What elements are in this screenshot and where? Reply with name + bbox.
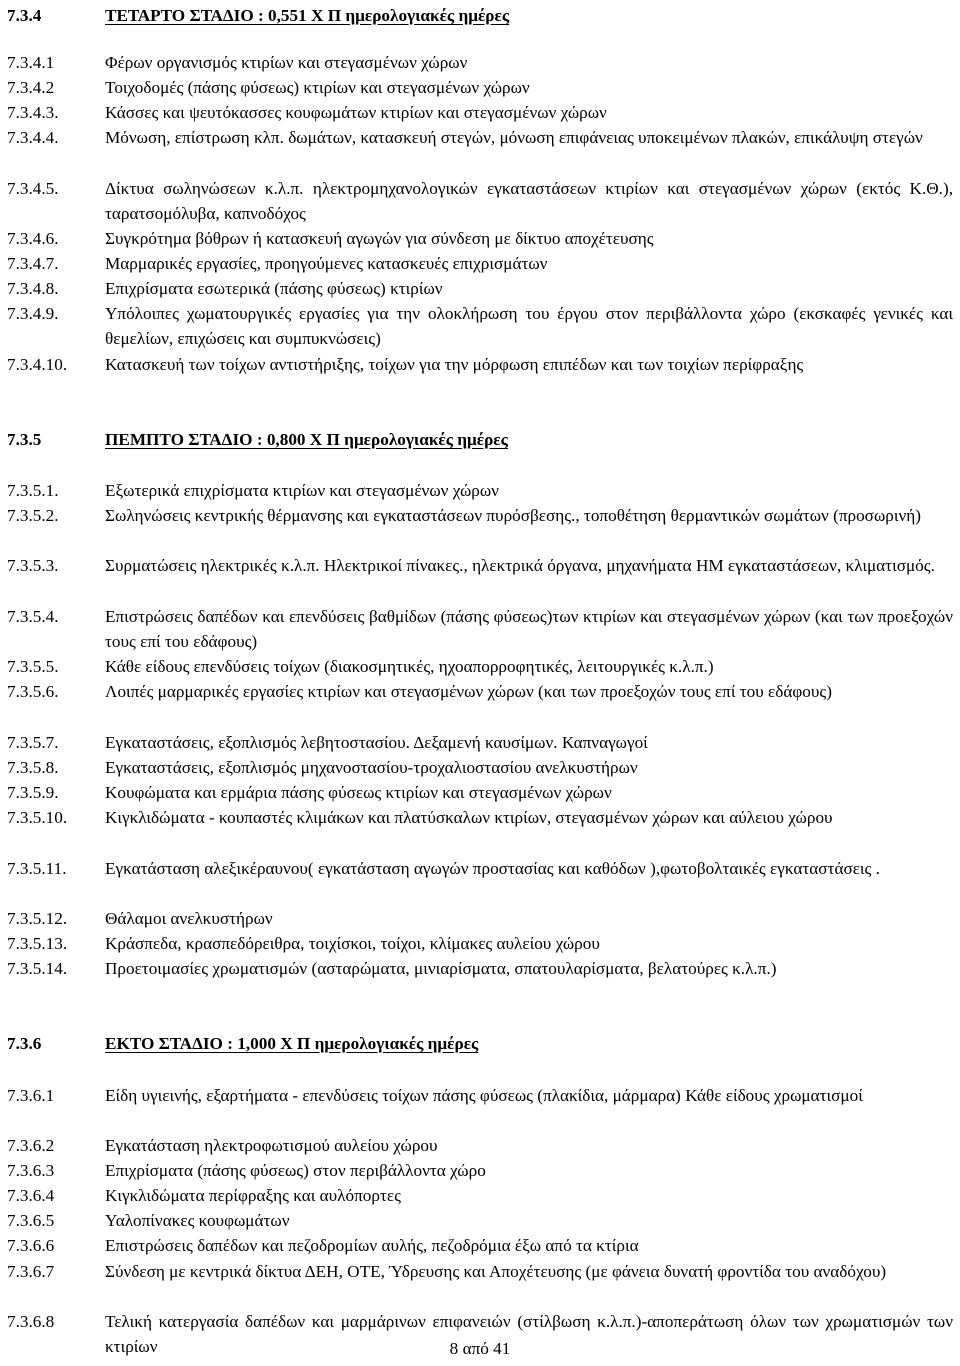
item-text: Επιχρίσματα εσωτερικά (πάσης φύσεως) κτιρίων: [105, 279, 443, 298]
item-text: Εξωτερικά επιχρίσματα κτιρίων και στεγασμένων χώρων: [105, 481, 499, 500]
item-text: Εγκατάσταση αλεξικέραυνου( εγκατάσταση αγωγών προστασίας και καθόδων ),φωτοβολταικές εγκαταστάσεις .: [105, 859, 880, 878]
item-number: 7.3.5.1.: [7, 481, 59, 500]
item-number: 7.3.6.8: [7, 1312, 55, 1331]
item-text: Μαρμαρικές εργασίες, προηγούμενες κατασκευές επιχρισμάτων: [105, 254, 548, 273]
list-item: [7, 1133, 953, 1158]
list-item: [7, 352, 953, 377]
list-item: [7, 956, 953, 981]
section-title: ΤΕΤΑΡΤΟ ΣΤΑΔΙΟ : 0,551 Χ Π ημερολογιακές ημέρες: [105, 6, 510, 25]
section-number: 7.3.4: [7, 6, 42, 25]
item-number: 7.3.5.3.: [7, 556, 59, 575]
section-title: ΠΕΜΠΤΟ ΣΤΑΔΙΟ : 0,800 Χ Π ημερολογιακές ημέρες: [105, 430, 508, 449]
item-number: 7.3.6.5: [7, 1211, 55, 1230]
item-number: 7.3.4.7.: [7, 254, 59, 273]
list-item: [7, 856, 953, 881]
list-item: [7, 50, 953, 75]
item-number: 7.3.4.8.: [7, 279, 59, 298]
list-item: [7, 1083, 953, 1108]
item-text: Κατασκευή των τοίχων αντιστήριξης, τοίχων για την μόρφωση επιπέδων και των τοιχίων περίφραξης: [105, 355, 804, 374]
item-number: 7.3.6.1: [7, 1086, 55, 1105]
list-item: [7, 654, 953, 679]
item-number: 7.3.5.6.: [7, 682, 59, 701]
item-text: Θάλαμοι ανελκυστήρων: [105, 909, 273, 928]
list-item: [7, 931, 953, 956]
list-item: [7, 553, 953, 578]
item-text: Μόνωση, επίστρωση κλπ. δωμάτων, κατασκευή στεγών, μόνωση επιφάνειας υποκειμένων πλακών, επικάλυψη στεγών: [105, 128, 923, 147]
item-text: Τοιχοδομές (πάσης φύσεως) κτιρίων και στεγασμένων χώρων: [105, 78, 530, 97]
section-number: 7.3.5: [7, 430, 42, 449]
item-text: Εγκαταστάσεις, εξοπλισμός λεβητοστασίου. Δεξαμενή καυσίμων. Καπναγωγοί: [105, 733, 648, 752]
list-item: [7, 1259, 953, 1284]
item-text: Κιγκλιδώματα - κουπαστές κλιμάκων και πλατύσκαλων κτιρίων, στεγασμένων χώρων και αύλειου χώρου: [105, 808, 833, 827]
item-number: 7.3.6.6: [7, 1236, 55, 1255]
list-item: [7, 276, 953, 301]
item-text: Συγκρότημα βόθρων ή κατασκευή αγωγών για σύνδεση με δίκτυο αποχέτευσης: [105, 229, 654, 248]
section-heading: [7, 3, 509, 28]
list-item: [7, 805, 953, 830]
list-item: [7, 906, 953, 931]
item-number: 7.3.5.14.: [7, 959, 68, 978]
item-number: 7.3.4.6.: [7, 229, 59, 248]
section-title: ΕΚΤΟ ΣΤΑΔΙΟ : 1,000 Χ Π ημερολογιακές ημέρες: [105, 1034, 479, 1053]
item-number: 7.3.5.5.: [7, 657, 59, 676]
item-text: Σύνδεση με κεντρικά δίκτυα ΔΕΗ, ΟΤΕ, Ύδρευσης και Αποχέτευσης (με φάνεια δυνατή φροντίδα του αναδόχου): [105, 1262, 887, 1281]
list-item: [7, 100, 953, 125]
list-item: [7, 1233, 953, 1258]
item-text: Δίκτυα σωληνώσεων κ.λ.π. ηλεκτρομηχανολογικών εγκαταστάσεων κτιρίων και στεγασμένων χώρων (εκτός Κ.Θ.), ταρατσομόλυβα, καπνοδόχος: [105, 179, 953, 224]
item-text: Κάσσες και ψευτόκασσες κουφωμάτων κτιρίων και στεγασμένων χώρων: [105, 103, 607, 122]
list-item: [7, 780, 953, 805]
item-number: 7.3.4.5.: [7, 179, 59, 198]
list-item: [7, 75, 953, 100]
item-number: 7.3.4.4.: [7, 128, 59, 147]
item-number: 7.3.6.4: [7, 1186, 55, 1205]
item-text: Εγκαταστάσεις, εξοπλισμός μηχανοστασίου-τροχαλιοστασίου ανελκυστήρων: [105, 758, 638, 777]
item-number: 7.3.6.7: [7, 1262, 55, 1281]
item-text: Είδη υγιεινής, εξαρτήματα - επενδύσεις τοίχων πάσης φύσεως (πλακίδια, μάρμαρα) Κάθε είδους χρωματισμοί: [105, 1086, 863, 1105]
item-number: 7.3.6.3: [7, 1161, 55, 1180]
list-item: [7, 251, 953, 276]
item-text: Επιστρώσεις δαπέδων και πεζοδρομίων αυλής, πεζοδρόμια έξω από τα κτίρια: [105, 1236, 639, 1255]
item-text: Εγκατάσταση ηλεκτροφωτισμού αυλείου χώρου: [105, 1136, 438, 1155]
item-number: 7.3.5.7.: [7, 733, 59, 752]
list-item: [7, 301, 953, 351]
item-number: 7.3.5.4.: [7, 607, 59, 626]
item-number: 7.3.5.13.: [7, 934, 68, 953]
list-item: [7, 503, 953, 528]
item-text: Προετοιμασίες χρωματισμών (ασταρώματα, μινιαρίσματα, σπατουλαρίσματα, βελατούρες κ.λ.π.): [105, 959, 777, 978]
section-heading: [7, 427, 508, 452]
item-number: 7.3.6.2: [7, 1136, 55, 1155]
item-number: 7.3.4.9.: [7, 304, 59, 323]
item-number: 7.3.4.3.: [7, 103, 59, 122]
list-item: [7, 1158, 953, 1183]
list-item: [7, 755, 953, 780]
item-number: 7.3.5.9.: [7, 783, 59, 802]
list-item: [7, 125, 953, 150]
item-number: 7.3.4.2: [7, 78, 55, 97]
item-text: Φέρων οργανισμός κτιρίων και στεγασμένων χώρων: [105, 53, 468, 72]
item-text: Σωληνώσεις κεντρικής θέρμανσης και εγκαταστάσεων πυρόσβεσης., τοποθέτηση θερμαντικών σωμάτων (προσωρινή): [105, 506, 921, 525]
list-item: [7, 679, 953, 704]
item-text: Υαλοπίνακες κουφωμάτων: [105, 1211, 290, 1230]
list-item: [7, 604, 953, 654]
item-text: Λοιπές μαρμαρικές εργασίες κτιρίων και στεγασμένων χώρων (και των προεξοχών τους επί του εδάφους): [105, 682, 832, 701]
item-number: 7.3.5.12.: [7, 909, 68, 928]
item-number: 7.3.4.1: [7, 53, 55, 72]
item-text: Τελική κατεργασία δαπέδων και μαρμάρινων επιφανειών (στίλβωση κ.λ.π.)-αποπεράτωση όλων των χρωματισμών των κτιρίων: [105, 1312, 953, 1357]
item-text: Υπόλοιπες χωματουργικές εργασίες για την ολοκλήρωση του έργου στον περιβάλλοντα χώρο (εκσκαφές γενικές και θεμελίων, επιχώσεις και συμπυκνώσεις): [105, 304, 953, 349]
list-item: [7, 226, 953, 251]
list-item: [7, 176, 953, 226]
section-number: 7.3.6: [7, 1034, 42, 1053]
item-number: 7.3.5.2.: [7, 506, 59, 525]
item-text: Επιστρώσεις δαπέδων και επενδύσεις βαθμίδων (πάσης φύσεως)των κτιρίων και στεγασμένων χώρων (και των προεξοχών τους επί του εδάφους): [105, 607, 953, 652]
list-item: [7, 1183, 953, 1208]
page-number-footer: 8 από 41: [449, 1339, 511, 1358]
item-text: Κράσπεδα, κρασπεδόρειθρα, τοιχίσκοι, τοίχοι, κλίμακες αυλείου χώρου: [105, 934, 600, 953]
item-text: Κάθε είδους επενδύσεις τοίχων (διακοσμητικές, ηχοαπορροφητικές, λειτουργικές κ.λ.π.): [105, 657, 714, 676]
item-number: 7.3.5.10.: [7, 808, 68, 827]
list-item: [7, 478, 953, 503]
item-number: 7.3.4.10.: [7, 355, 68, 374]
section-heading: [7, 1031, 478, 1056]
list-item: [7, 1208, 953, 1233]
item-number: 7.3.5.8.: [7, 758, 59, 777]
item-text: Συρματώσεις ηλεκτρικές κ.λ.π. Ηλεκτρικοί πίνακες., ηλεκτρικά όργανα, μηχανήματα ΗΜ εγκαταστάσεων, κλιματισμός.: [105, 556, 935, 575]
item-text: Κουφώματα και ερμάρια πάσης φύσεως κτιρίων και στεγασμένων χώρων: [105, 783, 612, 802]
list-item: [7, 730, 953, 755]
item-text: Κιγκλιδώματα περίφραξης και αυλόπορτες: [105, 1186, 401, 1205]
item-number: 7.3.5.11.: [7, 859, 67, 878]
item-text: Επιχρίσματα (πάσης φύσεως) στον περιβάλλοντα χώρο: [105, 1161, 486, 1180]
